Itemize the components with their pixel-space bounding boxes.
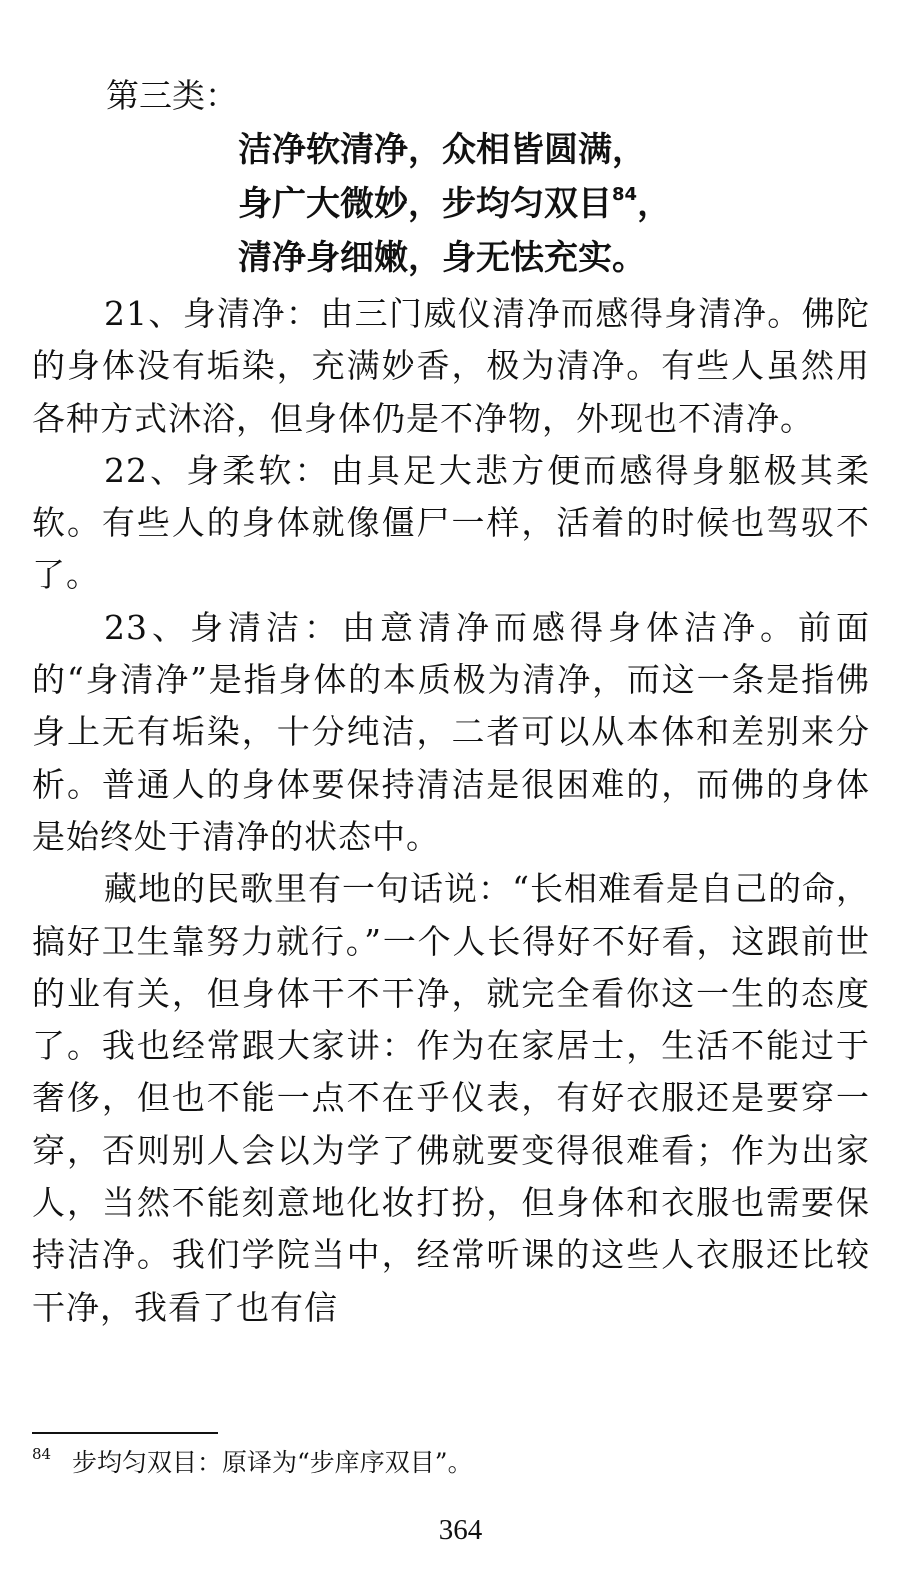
- footnote: 84 步均匀双目：原译为“步庠序双目”。: [32, 1445, 473, 1477]
- paragraph-tibetan-folk-song: 藏地的民歌里有一句话说：“长相难看是自己的命，搞好卫生靠努力就行。”一个人长得好不好看，这跟前世的业有关，但身体干不干净，就完全看你这一生的态度了。我也经常跟大家讲：作为在家居士，生活不能过于奢侈，但也不能一点不在乎仪表，有好衣服还是要穿一穿，否则别人会以为学了佛就要变得很难看；作为出家人，当然不能刻意地化妆打扮，但身体和衣服也需要保持洁净。我们学院当中，经常听课的这些人衣服还比较干净，我看了也有信: [32, 869, 870, 1327]
- section-heading: 第三类：: [106, 76, 238, 115]
- footnote-text: 步均匀双目：原译为“步庠序双目”。: [72, 1448, 473, 1477]
- verse-line-3: 清净身细嫩，身无怯充实。: [238, 238, 646, 278]
- verse-line-2: [238, 178, 671, 230]
- verse-line-1: 洁净软清净，众相皆圆满，: [238, 130, 646, 170]
- page-number: 364: [438, 1514, 483, 1546]
- verse-line-2-punct: ，: [637, 184, 672, 224]
- verse-line-2-text: 身广大微妙，步均匀双目: [238, 184, 612, 224]
- body-text: [32, 288, 870, 1334]
- footnote-reference[interactable]: 84: [612, 184, 638, 205]
- paragraph-22-body-softness: 22、身柔软：由具足大悲方便而感得身躯极其柔软。有些人的身体就像僵尸一样，活着的时候也驾驭不了。: [32, 450, 870, 595]
- paragraph-21-body-purity: 21、身清净：由三门威仪清净而感得身清净。佛陀的身体没有垢染，充满妙香，极为清净。有些人虽然用各种方式沐浴，但身体仍是不净物，外现也不清净。: [32, 294, 870, 438]
- footnote-divider: [32, 1432, 218, 1434]
- paragraph-23-body-cleanliness: 23、身清洁：由意清净而感得身体洁净。前面的“身清净”是指身体的本质极为清净，而这一条是指佛身上无有垢染，十分纯洁，二者可以从本体和差别来分析。普通人的身体要保持清洁是很困难的，而佛的身体是始终处于清净的状态中。: [32, 607, 870, 856]
